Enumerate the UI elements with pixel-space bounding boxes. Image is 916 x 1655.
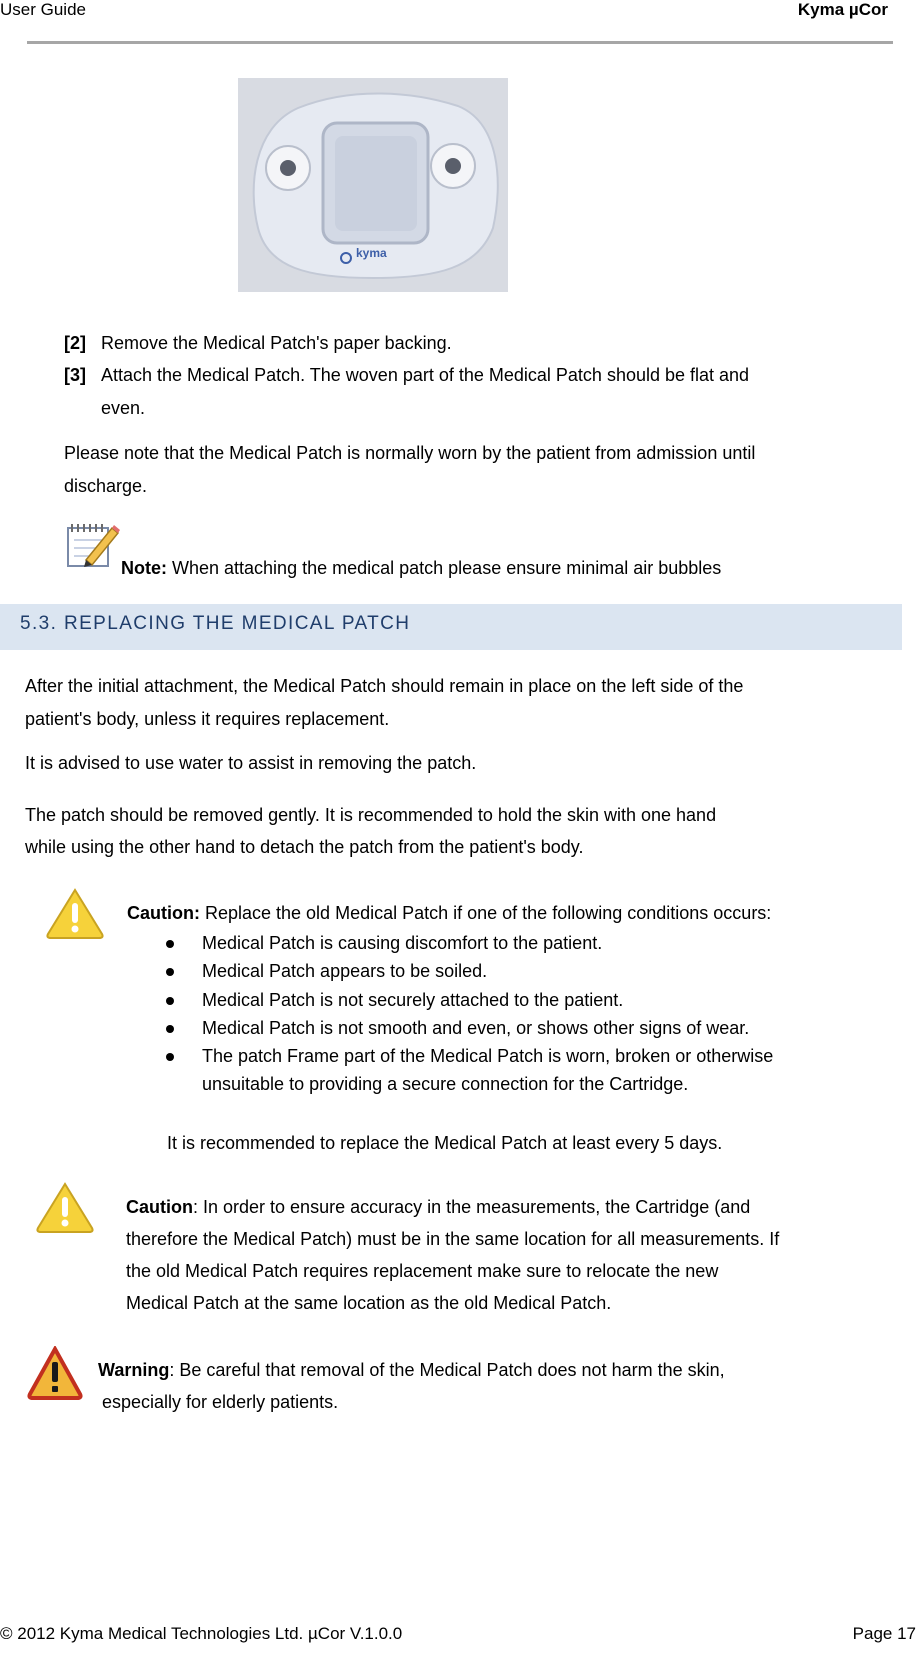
- bullet-dot: [166, 968, 174, 976]
- caution2-line2: therefore the Medical Patch) must be in the same location for all measurements. If: [126, 1229, 780, 1249]
- caution1-intro: [127, 901, 771, 925]
- caution2-line4: Medical Patch at the same location as the old Medical Patch.: [126, 1293, 612, 1313]
- note-text: [121, 556, 721, 580]
- step-3-continuation: even.: [101, 398, 146, 418]
- bullet-dot: [166, 997, 174, 1005]
- warning-line2: especially for elderly patients.: [102, 1392, 339, 1412]
- caution1-label: Caution:: [127, 903, 200, 923]
- header-product-name: Kyma µCor: [797, 0, 888, 19]
- note-label: Note:: [121, 558, 167, 578]
- caution-icon: [44, 886, 106, 940]
- caution-icon: [34, 1180, 96, 1234]
- list-item: Medical Patch is causing discomfort to the patient.: [202, 933, 603, 953]
- body-p3-line1: The patch should be removed gently. It is recommended to hold the skin with one hand: [25, 805, 717, 825]
- warning-line1: [98, 1358, 725, 1382]
- warning-text: : Be careful that removal of the Medical Patch does not harm the skin,: [169, 1360, 725, 1380]
- caution2-label: Caution: [126, 1197, 193, 1217]
- step-3: [64, 363, 749, 387]
- bullet-dot: [166, 1053, 174, 1061]
- warning-label: Warning: [98, 1360, 170, 1380]
- note-body: When attaching the medical patch please ensure minimal air bubbles: [167, 558, 722, 578]
- patch-logo-text: kyma: [356, 246, 387, 260]
- footer-copyright: © 2012 Kyma Medical Technologies Ltd. µCor V.1.0.0: [0, 1624, 403, 1643]
- header-divider: [27, 41, 893, 44]
- notepad-icon: [66, 520, 120, 570]
- footer-page-number: Page 17: [852, 1624, 916, 1643]
- step-text: Attach the Medical Patch. The woven part of the Medical Patch should be flat and: [101, 365, 750, 385]
- body-p2: It is advised to use water to assist in removing the patch.: [25, 753, 477, 773]
- caution1-text: Replace the old Medical Patch if one of the following conditions occurs:: [199, 903, 772, 923]
- list-item: The patch Frame part of the Medical Patch is worn, broken or otherwise: [202, 1046, 774, 1066]
- bullet-dot: [166, 1025, 174, 1033]
- caution1-bullet-list: [160, 931, 900, 1101]
- body-p3-line2: while using the other hand to detach the patch from the patient's body.: [25, 837, 584, 857]
- step-text: Remove the Medical Patch's paper backing.: [101, 333, 452, 353]
- body-p1-line2: patient's body, unless it requires replacement.: [25, 709, 390, 729]
- medical-patch-image: [238, 78, 508, 292]
- list-item-continuation: unsuitable to providing a secure connection for the Cartridge.: [202, 1074, 689, 1094]
- step-number: [3]: [64, 365, 86, 385]
- admission-note-line2: discharge.: [64, 476, 148, 496]
- list-item: Medical Patch is not securely attached to the patient.: [202, 990, 624, 1010]
- list-item: Medical Patch is not smooth and even, or shows other signs of wear.: [202, 1018, 750, 1038]
- section-title: 5.3. REPLACING THE MEDICAL PATCH: [20, 613, 411, 634]
- body-p1-line1: After the initial attachment, the Medical Patch should remain in place on the left side of the: [25, 676, 744, 696]
- replace-recommendation: It is recommended to replace the Medical Patch at least every 5 days.: [167, 1133, 723, 1153]
- step-number: [2]: [64, 333, 86, 353]
- warning-icon: [27, 1346, 83, 1400]
- caution2-line3: the old Medical Patch requires replacement make sure to relocate the new: [126, 1261, 719, 1281]
- admission-note-line1: Please note that the Medical Patch is normally worn by the patient from admission until: [64, 443, 756, 463]
- list-item: Medical Patch appears to be soiled.: [202, 961, 488, 981]
- bullet-dot: [166, 940, 174, 948]
- header-doc-title: User Guide: [0, 0, 86, 19]
- step-2: [64, 331, 452, 355]
- caution2-line1: [126, 1195, 750, 1219]
- caution2-text: : In order to ensure accuracy in the measurements, the Cartridge (and: [193, 1197, 751, 1217]
